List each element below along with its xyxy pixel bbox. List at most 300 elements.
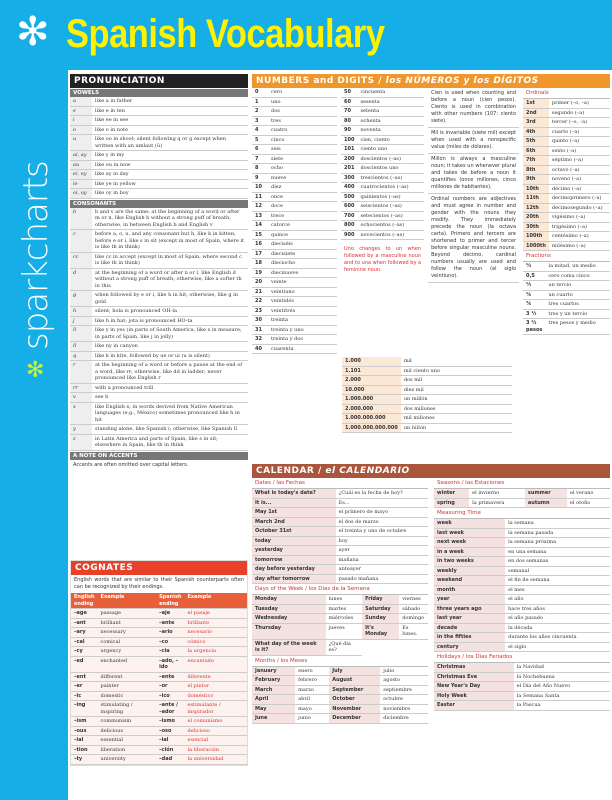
- table-cell: 0,5: [523, 271, 545, 281]
- table-cell: octavo (–a): [549, 165, 610, 175]
- consonants-table: [70, 208, 248, 451]
- table-cell: ie: [70, 179, 92, 189]
- table-cell: 3 ½ pesos: [523, 319, 545, 335]
- table-cell: 1: [252, 97, 268, 107]
- table-cell: 1.000.000.000.000: [342, 423, 401, 433]
- table-row: [434, 682, 610, 692]
- table-cell: vigésimo (–a): [549, 213, 610, 223]
- table-cell: like oy in boy: [92, 189, 248, 199]
- table-row: [252, 126, 337, 136]
- table-row: [341, 88, 424, 97]
- table-cell: standing alone, like Spanish i; otherwise, like Spanish ll: [92, 425, 248, 435]
- table-cell: anteayer: [336, 565, 428, 575]
- table-cell: la Pascua: [514, 701, 610, 711]
- table-row: [71, 736, 247, 746]
- table-row: [71, 726, 247, 736]
- chart-page: [68, 70, 612, 800]
- table-row: [342, 404, 512, 414]
- table-cell: Es...: [336, 498, 428, 508]
- table-cell: mil ciento uno: [401, 366, 512, 376]
- table-cell: semanal: [505, 566, 610, 576]
- table-cell: veintidós: [268, 297, 337, 307]
- table-cell: 2nd: [523, 108, 549, 118]
- table-cell: 5: [252, 135, 268, 145]
- table-cell: 1000th: [523, 241, 549, 251]
- table-cell: ei, ey: [70, 170, 92, 180]
- table-cell: 30th: [523, 222, 549, 232]
- table-cell: decimoprimero (–a): [549, 194, 610, 204]
- asterisk-logo-icon: ✻: [26, 358, 45, 383]
- table-cell: a: [70, 97, 92, 106]
- table-cell: like ye in yellow: [92, 179, 248, 189]
- table-row: [252, 704, 428, 714]
- table-row: [252, 88, 337, 97]
- vowels-table: [70, 97, 248, 199]
- table-cell: 1st: [523, 99, 549, 108]
- table-row: [252, 192, 337, 202]
- table-cell: at the beginning of a word or before a pause at the end of a word, like rr; otherwise, like dd in ladder; never pronounced like English r: [92, 361, 248, 384]
- table-cell: –ario: [156, 628, 184, 638]
- table-cell: 3: [252, 116, 268, 126]
- table-cell: It is...: [252, 498, 336, 508]
- table-cell: –ism: [71, 717, 98, 727]
- table-row: [252, 614, 428, 624]
- time-header: Measuring Time: [434, 508, 610, 519]
- table-row: [252, 565, 428, 575]
- table-cell: –ed: [71, 656, 98, 672]
- table-cell: –ción: [156, 745, 184, 755]
- table-row: [434, 691, 610, 701]
- table-cell: silent; hola is pronounced OH-la: [92, 307, 248, 317]
- table-cell: –ent: [71, 672, 98, 682]
- table-cell: –ing: [71, 701, 98, 717]
- table-row: [70, 291, 248, 307]
- table-cell: diecinueve: [268, 268, 337, 278]
- table-cell: 9th: [523, 175, 549, 185]
- table-cell: ocho: [268, 164, 337, 174]
- table-cell: cincuenta: [357, 88, 424, 97]
- table-cell: 300: [341, 173, 357, 183]
- dates-header: Dates / las Fechas: [252, 478, 428, 489]
- table-row: [252, 145, 337, 155]
- table-cell: week: [434, 519, 505, 528]
- table-cell: –co: [156, 637, 184, 647]
- table-row: [341, 126, 424, 136]
- table-cell: noventa: [357, 126, 424, 136]
- table-cell: estimulante / inspirador: [185, 701, 248, 717]
- table-cell: –ial: [71, 736, 98, 746]
- table-cell: at the beginning of a word or after n or l, like English d without a strong puff of breath; otherwise, like a softer th in this: [92, 268, 248, 291]
- table-cell: i: [70, 116, 92, 126]
- table-cell: el año: [505, 595, 610, 605]
- table-cell: dos millones: [401, 404, 512, 414]
- table-cell: o: [70, 125, 92, 135]
- table-cell: doscientos (–as): [357, 154, 424, 164]
- days-table: [252, 595, 428, 656]
- table-cell: 201: [341, 164, 357, 174]
- cognates-table: [71, 593, 247, 765]
- table-row: [252, 268, 337, 278]
- table-cell: necesario: [185, 628, 248, 638]
- table-cell: 7th: [523, 156, 549, 166]
- ordinals-table: [523, 99, 610, 251]
- table-cell: d: [70, 268, 92, 291]
- table-cell: 1.000: [342, 357, 401, 366]
- table-cell: in Latin America and parts of Spain, like s in sit; elsewhere in Spain, like th in think: [92, 434, 248, 450]
- table-cell: like o in note: [92, 125, 248, 135]
- table-cell: el verano: [567, 489, 610, 498]
- table-cell: today: [252, 536, 336, 546]
- table-cell: la semana: [505, 519, 610, 528]
- table-row: [341, 173, 424, 183]
- table-cell: ½: [523, 262, 545, 271]
- table-cell: el comunismo: [185, 717, 248, 727]
- table-cell: un billón: [401, 423, 512, 433]
- table-row: [434, 566, 610, 576]
- table-row: [252, 667, 428, 676]
- table-cell: trigésimo (–a): [549, 222, 610, 232]
- table-cell: 3 ⅓: [523, 309, 545, 319]
- table-cell: la mitad, un medio: [545, 262, 610, 271]
- table-cell: in the fifties: [434, 633, 505, 643]
- table-cell: 200: [341, 154, 357, 164]
- table-cell: mañana: [336, 555, 428, 565]
- table-cell: durante los años cincuenta: [505, 633, 610, 643]
- table-cell: Saturday: [362, 604, 399, 614]
- table-cell: –ismo: [156, 717, 184, 727]
- table-cell: 9: [252, 173, 268, 183]
- accents-header: A NOTE ON ACCENTS: [70, 452, 248, 460]
- table-cell: febrero: [295, 676, 329, 686]
- table-cell: like cc in accept (except in most of Spain, where second c is like th in think): [92, 252, 248, 268]
- table-row: [70, 116, 248, 126]
- table-row: [70, 208, 248, 230]
- table-cell: brillante: [185, 618, 248, 628]
- table-row: [70, 135, 248, 151]
- table-cell: lunes: [326, 595, 363, 604]
- table-row: [523, 203, 610, 213]
- table-cell: like ee in see: [92, 116, 248, 126]
- table-cell: once: [268, 192, 337, 202]
- table-row: [342, 385, 512, 395]
- table-row: [70, 252, 248, 268]
- number-notes: [428, 88, 519, 354]
- table-cell: cuarto (–a): [549, 127, 610, 137]
- table-cell: b and v are the same; at the beginning of a word or after m or n, like English b without a strong puff of breath; otherwise, in between English b and English v: [92, 208, 248, 230]
- table-cell: –ous: [71, 726, 98, 736]
- table-row: [341, 116, 424, 126]
- table-cell: 2.000: [342, 376, 401, 386]
- table-cell: Sunday: [362, 614, 399, 624]
- cognates-intro: English words that are similar to their Spanish counterparts often can be recognized by their endings.: [74, 577, 244, 590]
- table-cell: with a pronounced trill: [92, 383, 248, 393]
- table-cell: domingo: [399, 614, 428, 624]
- table-cell: 15: [252, 230, 268, 240]
- table-row: [341, 154, 424, 164]
- table-cell: Friday: [362, 595, 399, 604]
- column-header: Spanish ending: [156, 593, 184, 609]
- table-row: [70, 151, 248, 161]
- table-row: [252, 278, 337, 288]
- table-cell: brilliant: [98, 618, 157, 628]
- table-cell: pasado mañana: [336, 574, 428, 584]
- table-cell: hoy: [336, 536, 428, 546]
- table-row: [71, 637, 247, 647]
- table-cell: milésimo (–a): [549, 241, 610, 251]
- table-cell: New Year's Day: [434, 682, 514, 692]
- table-row: [523, 241, 610, 251]
- table-cell: nueve: [268, 173, 337, 183]
- table-row: [70, 230, 248, 253]
- table-row: [70, 307, 248, 317]
- table-cell: octubre: [380, 695, 428, 705]
- table-cell: la semana pasada: [505, 528, 610, 538]
- table-cell: November: [329, 704, 380, 714]
- table-cell: doméstico: [185, 691, 248, 701]
- table-cell: hace tres años: [505, 604, 610, 614]
- table-cell: 16: [252, 240, 268, 250]
- table-cell: summer: [525, 489, 567, 498]
- table-row: [523, 118, 610, 128]
- table-row: [252, 546, 428, 556]
- table-cell: –aje: [156, 609, 184, 619]
- table-cell: miércoles: [326, 614, 363, 624]
- table-cell: tres pesos y medio: [545, 319, 610, 335]
- table-cell: October: [329, 695, 380, 705]
- table-row: [434, 576, 610, 586]
- table-row: [252, 173, 337, 183]
- table-row: [252, 211, 337, 221]
- table-row: [341, 183, 424, 193]
- table-cell: 0: [252, 88, 268, 97]
- table-cell: treinta y uno: [268, 325, 337, 335]
- table-cell: quinto (–a): [549, 137, 610, 147]
- table-cell: see b: [92, 393, 248, 403]
- table-cell: Es lunes.: [399, 623, 428, 639]
- table-cell: el treinta y uno de octubre: [336, 527, 428, 537]
- table-cell: 10.000: [342, 385, 401, 395]
- table-cell: quince: [268, 230, 337, 240]
- table-row: [252, 489, 428, 498]
- table-row: [70, 106, 248, 116]
- table-row: [71, 682, 247, 692]
- numbers-table-1: [252, 88, 337, 354]
- table-cell: university: [98, 755, 157, 765]
- table-row: [252, 344, 337, 354]
- table-cell: in a week: [434, 547, 505, 557]
- table-cell: cc: [70, 252, 92, 268]
- table-cell: cuarenta: [268, 344, 337, 354]
- numbers-table-2: [341, 88, 424, 240]
- table-cell: encantado: [185, 656, 248, 672]
- table-row: [252, 221, 337, 231]
- asterisk-icon: ✻: [16, 9, 50, 55]
- table-cell: 600: [341, 202, 357, 212]
- table-cell: in two weeks: [434, 557, 505, 567]
- days-header: Days of the Week / los Días de la Semana: [252, 584, 428, 595]
- table-cell: la universidad: [185, 755, 248, 765]
- months-table: [252, 667, 428, 724]
- table-cell: year: [434, 595, 505, 605]
- table-cell: 6: [252, 145, 268, 155]
- table-cell: cien, ciento: [357, 135, 424, 145]
- table-cell: tercer (–o, –a): [549, 118, 610, 128]
- table-cell: sesenta: [357, 97, 424, 107]
- table-cell: 500: [341, 192, 357, 202]
- table-row: [434, 701, 610, 711]
- table-cell: veintitrés: [268, 306, 337, 316]
- table-cell: delicious: [98, 726, 157, 736]
- table-cell: 1.101: [342, 366, 401, 376]
- table-cell: primer (–o, –a): [549, 99, 610, 108]
- table-cell: septiembre: [380, 685, 428, 695]
- table-cell: May 1st: [252, 508, 336, 518]
- table-row: [70, 342, 248, 352]
- table-cell: –cia: [156, 647, 184, 657]
- table-cell: 50: [341, 88, 357, 97]
- table-cell: delicioso: [185, 726, 248, 736]
- table-row: [434, 519, 610, 528]
- table-cell: uno: [268, 97, 337, 107]
- table-row: [341, 145, 424, 155]
- table-cell: el Día del Año Nuevo: [514, 682, 610, 692]
- table-row: [71, 672, 247, 682]
- table-row: [523, 146, 610, 156]
- table-row: [341, 230, 424, 240]
- table-cell: 6th: [523, 146, 549, 156]
- table-row: [252, 154, 337, 164]
- seasons-table: [434, 489, 610, 508]
- table-cell: 20th: [523, 213, 549, 223]
- table-row: [252, 335, 337, 345]
- table-row: [71, 656, 247, 672]
- table-cell: January: [252, 667, 295, 676]
- table-cell: month: [434, 585, 505, 595]
- table-cell: before a, o, u, and any consonant but h, like k in kitten; before e or i, like s in sit (except in most of Spain, where it is like th in think): [92, 230, 248, 253]
- table-cell: trece: [268, 211, 337, 221]
- table-row: [434, 614, 610, 624]
- table-row: [70, 361, 248, 384]
- table-cell: Wednesday: [252, 614, 326, 624]
- table-row: [434, 642, 610, 652]
- table-row: [252, 536, 428, 546]
- table-cell: seis: [268, 145, 337, 155]
- title-bar: [0, 0, 612, 70]
- table-cell: like English x; in words derived from Native American languages (e.g., México) sometimes pronounced like h in hit: [92, 402, 248, 425]
- table-cell: dieciséis: [268, 240, 337, 250]
- table-cell: liberation: [98, 745, 157, 755]
- vowels-header: VOWELS: [70, 89, 248, 97]
- table-row: [252, 202, 337, 212]
- table-cell: like ou in now: [92, 160, 248, 170]
- table-cell: diecisiete: [268, 249, 337, 259]
- table-cell: cómico: [185, 637, 248, 647]
- table-cell: 4th: [523, 127, 549, 137]
- table-row: [434, 538, 610, 548]
- table-cell: q: [70, 351, 92, 361]
- table-cell: doce: [268, 202, 337, 212]
- table-cell: urgency: [98, 647, 157, 657]
- table-cell: 60: [341, 97, 357, 107]
- table-cell: October 31st: [252, 527, 336, 537]
- table-row: [252, 595, 428, 604]
- table-cell: abril: [295, 695, 329, 705]
- table-row: [252, 555, 428, 565]
- table-cell: –ty: [71, 755, 98, 765]
- table-row: [70, 351, 248, 361]
- table-cell: 100th: [523, 232, 549, 242]
- table-row: [70, 97, 248, 106]
- table-row: [434, 498, 610, 508]
- table-cell: ai, ay: [70, 151, 92, 161]
- table-cell: cinco: [268, 135, 337, 145]
- table-cell: segundo (–a): [549, 108, 610, 118]
- table-cell: el mes: [505, 585, 610, 595]
- table-cell: el otoño: [567, 498, 610, 508]
- table-row: [70, 383, 248, 393]
- table-cell: 30: [252, 316, 268, 326]
- table-cell: mil millones: [401, 414, 512, 424]
- table-cell: July: [329, 667, 380, 676]
- table-cell: essential: [98, 736, 157, 746]
- table-cell: y: [70, 425, 92, 435]
- table-cell: What is today's date?: [252, 489, 336, 498]
- table-cell: –or: [156, 682, 184, 692]
- table-cell: 1.000.000.000: [342, 414, 401, 424]
- table-row: [523, 165, 610, 175]
- table-row: [252, 164, 337, 174]
- table-cell: Tuesday: [252, 604, 326, 614]
- table-row: [434, 595, 610, 605]
- table-cell: 70: [341, 107, 357, 117]
- table-cell: tomorrow: [252, 555, 336, 565]
- table-cell: mayo: [295, 704, 329, 714]
- table-cell: j: [70, 316, 92, 326]
- table-cell: 10th: [523, 184, 549, 194]
- table-row: [252, 574, 428, 584]
- table-cell: el fin de semana: [505, 576, 610, 586]
- table-row: [252, 498, 428, 508]
- table-cell: –oso: [156, 726, 184, 736]
- table-row: [252, 183, 337, 193]
- table-row: [70, 326, 248, 342]
- table-cell: ayer: [336, 546, 428, 556]
- table-cell: treinta: [268, 316, 337, 326]
- table-cell: siete: [268, 154, 337, 164]
- table-cell: setenta: [357, 107, 424, 117]
- table-row: [252, 517, 428, 527]
- table-cell: 21: [252, 287, 268, 297]
- table-cell: last year: [434, 614, 505, 624]
- table-cell: marzo: [295, 685, 329, 695]
- table-cell: esencial: [185, 736, 248, 746]
- table-row: [70, 425, 248, 435]
- table-cell: like a in father: [92, 97, 248, 106]
- table-cell: –ente: [156, 672, 184, 682]
- table-cell: ochenta: [357, 116, 424, 126]
- table-row: [342, 395, 512, 405]
- table-row: [71, 717, 247, 727]
- table-cell: dos: [268, 107, 337, 117]
- table-cell: March 2nd: [252, 517, 336, 527]
- table-cell: el siglo: [505, 642, 610, 652]
- table-cell: 2: [252, 107, 268, 117]
- table-cell: 14: [252, 221, 268, 231]
- table-row: [252, 259, 337, 269]
- table-cell: communism: [98, 717, 157, 727]
- table-cell: 90: [341, 126, 357, 136]
- table-row: [252, 623, 428, 639]
